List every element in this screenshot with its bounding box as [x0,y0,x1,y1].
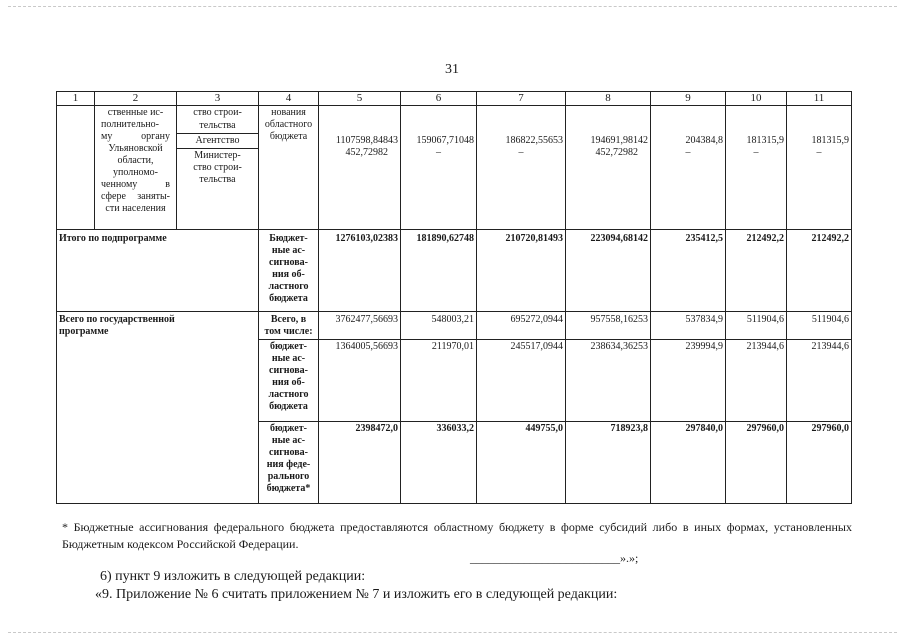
subtotal-label: Итого по подпрограмме [57,230,259,312]
value-cell: 181315,9 – [787,106,852,230]
value-cell: 212492,2 [787,230,852,312]
header-cell: 8 [566,92,651,106]
value-cell: 210720,81493 [477,230,566,312]
header-cell: 7 [477,92,566,106]
value-cell: 211970,01 [401,340,477,422]
table-row [57,106,852,230]
value-cell: 511904,6 [787,312,852,340]
source-cell: бюджет- ные ас- сигнова- ния феде- рального бюджета* [259,422,319,504]
source-cell: бюджет- ные ас- сигнова- ния об- ластного бюджета [259,340,319,422]
value-cell: 511904,6 [726,312,787,340]
value-cell: 239994,9 [651,340,726,422]
header-cell: 5 [319,92,401,106]
value-cell: 213944,6 [787,340,852,422]
value-cell: 695272,0944 [477,312,566,340]
footnote: * Бюджетные ассигнования федерального бюджета предоставляются областному бюджету в форме субсидий либо в иных формах, установленных Бюджетным кодексом Российской Федерации. [62,520,852,551]
value-cell: 186822,55653 – [477,106,566,230]
value-cell: 449755,0 [477,422,566,504]
header-cell: 3 [177,92,259,106]
header-cell: 1 [57,92,95,106]
value-cell: 235412,5 [651,230,726,312]
top-edge [8,6,897,7]
header-cell: 11 [787,92,852,106]
value-cell: 238634,36253 [566,340,651,422]
value-cell: 3762477,56693 [319,312,401,340]
source-cell: Всего, в том числе: [259,312,319,340]
header-cell: 9 [651,92,726,106]
value-cell: 213944,6 [726,340,787,422]
value-cell: 223094,68142 [566,230,651,312]
value-cell: 212492,2 [726,230,787,312]
bottom-edge [8,632,897,633]
page-number: 31 [445,62,459,77]
header-cell: 4 [259,92,319,106]
table-cell [57,106,95,230]
value-cell: 245517,0944 [477,340,566,422]
value-cell: 204384,8 – [651,106,726,230]
value-cell: 297960,0 [787,422,852,504]
value-cell: 718923,8 [566,422,651,504]
executor-cell: ство строи- тельства Агентство Министер- ство строи- тельства [177,106,259,230]
table-row [57,312,852,340]
value-cell: 336033,2 [401,422,477,504]
total-label: Всего по государственной программе [57,312,259,504]
amendment-line: 6) пункт 9 изложить в следующей редакции: [100,569,366,584]
value-cell: 2398472,0 [319,422,401,504]
value-cell: 1276103,02383 [319,230,401,312]
value-cell: 297840,0 [651,422,726,504]
header-cell: 6 [401,92,477,106]
value-cell: 297960,0 [726,422,787,504]
value-cell: 181890,62748 [401,230,477,312]
header-cell: 2 [95,92,177,106]
value-cell: 957558,16253 [566,312,651,340]
agency-cell: ственные ис- полнительно- му органу Ульяновской области, уполномо- ченному в сфере заняты- сти населения [95,106,177,230]
table-row [57,230,852,312]
value-cell: 548003,21 [401,312,477,340]
header-row [57,92,852,106]
value-cell: 537834,9 [651,312,726,340]
value-cell: 1364005,56693 [319,340,401,422]
closing-mark: _________________________».»; [470,551,639,565]
value-cell: 159067,71048 – [401,106,477,230]
source-cell: нования областного бюджета [259,106,319,230]
value-cell: 181315,9 – [726,106,787,230]
budget-table [56,91,852,504]
value-cell: 1107598,84843 452,72982 [319,106,401,230]
amendment-line: «9. Приложение № 6 считать приложением № 7 и изложить его в следующей редакции: [95,587,618,602]
source-cell: Бюджет- ные ас- сигнова- ния об- ластного бюджета [259,230,319,312]
value-cell: 194691,98142 452,72982 [566,106,651,230]
header-cell: 10 [726,92,787,106]
